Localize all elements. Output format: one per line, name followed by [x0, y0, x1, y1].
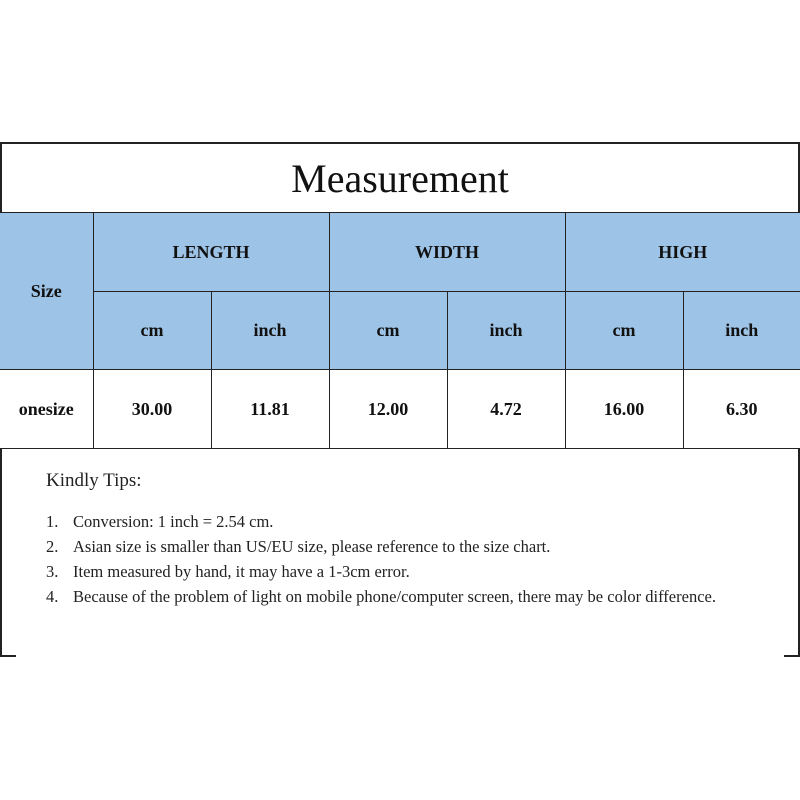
length-cm-value: 30.00: [93, 370, 211, 449]
tip-text: Asian size is smaller than US/EU size, please reference to the size chart.: [73, 537, 551, 556]
tip-text: Because of the problem of light on mobile phone/computer screen, there may be color difference.: [73, 587, 716, 606]
high-cm-value: 16.00: [565, 370, 683, 449]
frame-left-tick: [0, 655, 16, 657]
unit-header-width-cm: cm: [329, 292, 447, 370]
unit-header-length-inch: inch: [211, 292, 329, 370]
row-size-name: onesize: [0, 370, 93, 449]
size-header: Size: [0, 213, 93, 370]
tip-number: 3.: [46, 562, 59, 581]
unit-header-width-inch: inch: [447, 292, 565, 370]
tips-list: [46, 509, 766, 609]
tip-number: 1.: [46, 512, 59, 531]
frame-right-tick: [784, 655, 800, 657]
high-inch-value: 6.30: [683, 370, 800, 449]
list-item: [46, 559, 766, 584]
width-header: WIDTH: [329, 213, 565, 292]
unit-header-length-cm: cm: [93, 292, 211, 370]
high-header: HIGH: [565, 213, 800, 292]
list-item: [46, 584, 766, 609]
list-item: [46, 509, 766, 534]
tip-number: 4.: [46, 587, 59, 606]
tip-text: Conversion: 1 inch = 2.54 cm.: [73, 512, 274, 531]
list-item: [46, 534, 766, 559]
unit-header-high-cm: cm: [565, 292, 683, 370]
page-title: Measurement: [291, 155, 509, 201]
length-inch-value: 11.81: [211, 370, 329, 449]
length-header: LENGTH: [93, 213, 329, 292]
width-cm-value: 12.00: [329, 370, 447, 449]
size-table: [0, 212, 800, 449]
table-row: [0, 370, 800, 449]
unit-header-high-inch: inch: [683, 292, 800, 370]
tip-text: Item measured by hand, it may have a 1-3cm error.: [73, 562, 410, 581]
tips-title: Kindly Tips:: [46, 470, 142, 491]
width-inch-value: 4.72: [447, 370, 565, 449]
tips-section: [46, 470, 766, 609]
tip-number: 2.: [46, 537, 59, 556]
